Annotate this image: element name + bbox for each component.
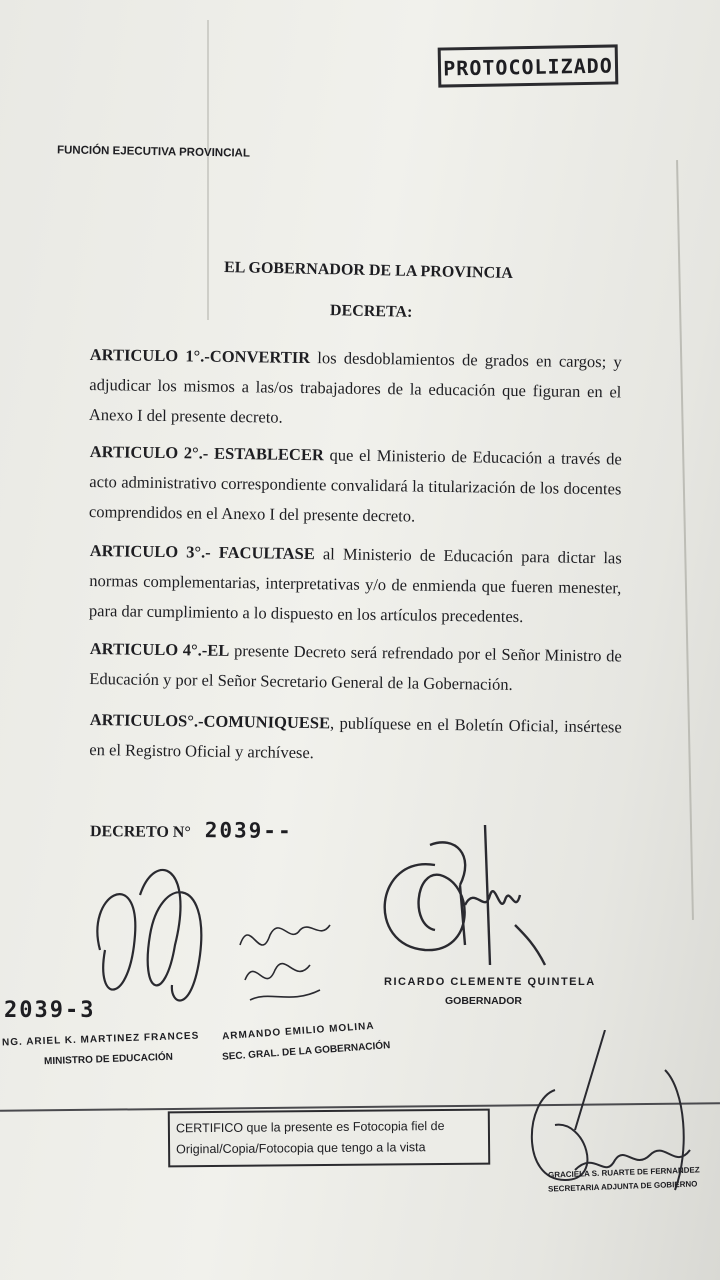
article-2 [89,437,622,534]
certifier-name: GRACIELA S. RUARTE DE FERNANDEZ [547,1165,700,1180]
stamp-number: 2039-3 [4,998,96,1023]
article-1-body: los desdoblamientos de grados en cargos; y adjudicar los mismos a las/os trabajadores de la educación que figuran en el Anexo I del presente decreto. [88,348,622,427]
governor-name: RICARDO CLEMENTE QUINTELA [384,976,596,988]
article-4-body: presente Decreto será refrendado por el Señor Ministro de Educación y por el Señor Secretario General de la Gobernación. [89,640,622,694]
article-5 [89,705,622,772]
article-3 [89,536,622,633]
article-1 [89,340,622,437]
decree-label: DECRETO N° [89,823,191,841]
certifier-signature [515,1030,710,1205]
article-5-body: , publíquese en el Boletín Oficial, insértese en el Registro Oficial y archívese. [89,713,622,763]
page-edge [676,160,694,920]
article-3-body: al Ministerio de Educación para dictar las normas complementarias, interpretativas y/o de enmienda que fueren menester, para dar cumplimiento a lo dispuesto en los artículos precedentes. [88,544,622,627]
decree-number [90,817,293,843]
secretary-signature [230,905,340,1015]
fold-line [207,20,209,320]
minister-signature [80,855,230,1025]
article-3-head: ARTICULO 3°.- FACULTASE [89,540,315,564]
minister-name: NG. ARIEL K. MARTINEZ FRANCES [1,1030,200,1049]
certifier-role: SECRETARIA ADJUNTA DE GOBIERNO [547,1179,698,1194]
document-title: EL GOBERNADOR DE LA PROVINCIA [223,258,514,283]
minister-role: MINISTRO DE EDUCACIÓN [43,1051,174,1068]
secretary-name: ARMANDO EMILIO MOLINA [221,1020,375,1043]
article-4-head: ARTICULO 4°.-EL [89,638,230,660]
decreta-heading: DECRETA: [329,302,413,321]
article-5-head: ARTICULOS°.-COMUNIQUESE [89,709,331,733]
article-4 [89,634,622,701]
certification-stamp: CERTIFICO que la presente es Fotocopia fiel de Original/Copia/Fotocopia que tengo a la vista [168,1109,490,1168]
governor-role: GOBERNADOR [445,995,523,1007]
article-2-head: ARTICULO 2°.- ESTABLECER [89,441,324,465]
protocolizado-stamp: PROTOCOLIZADO [438,44,619,87]
governor-signature [365,825,565,975]
secretary-role: SEC. GRAL. DE LA GOBERNACIÓN [221,1040,391,1063]
decree-value: 2039-- [204,818,293,843]
article-1-head: ARTICULO 1°.-CONVERTIR [89,344,311,368]
issuer-header: FUNCIÓN EJECUTIVA PROVINCIAL [56,144,251,160]
article-2-body: que el Ministerio de Educación a través de acto administrativo correspondiente convalidará la titularización de los docentes comprendidos en el Anexo I del presente decreto. [88,445,622,526]
